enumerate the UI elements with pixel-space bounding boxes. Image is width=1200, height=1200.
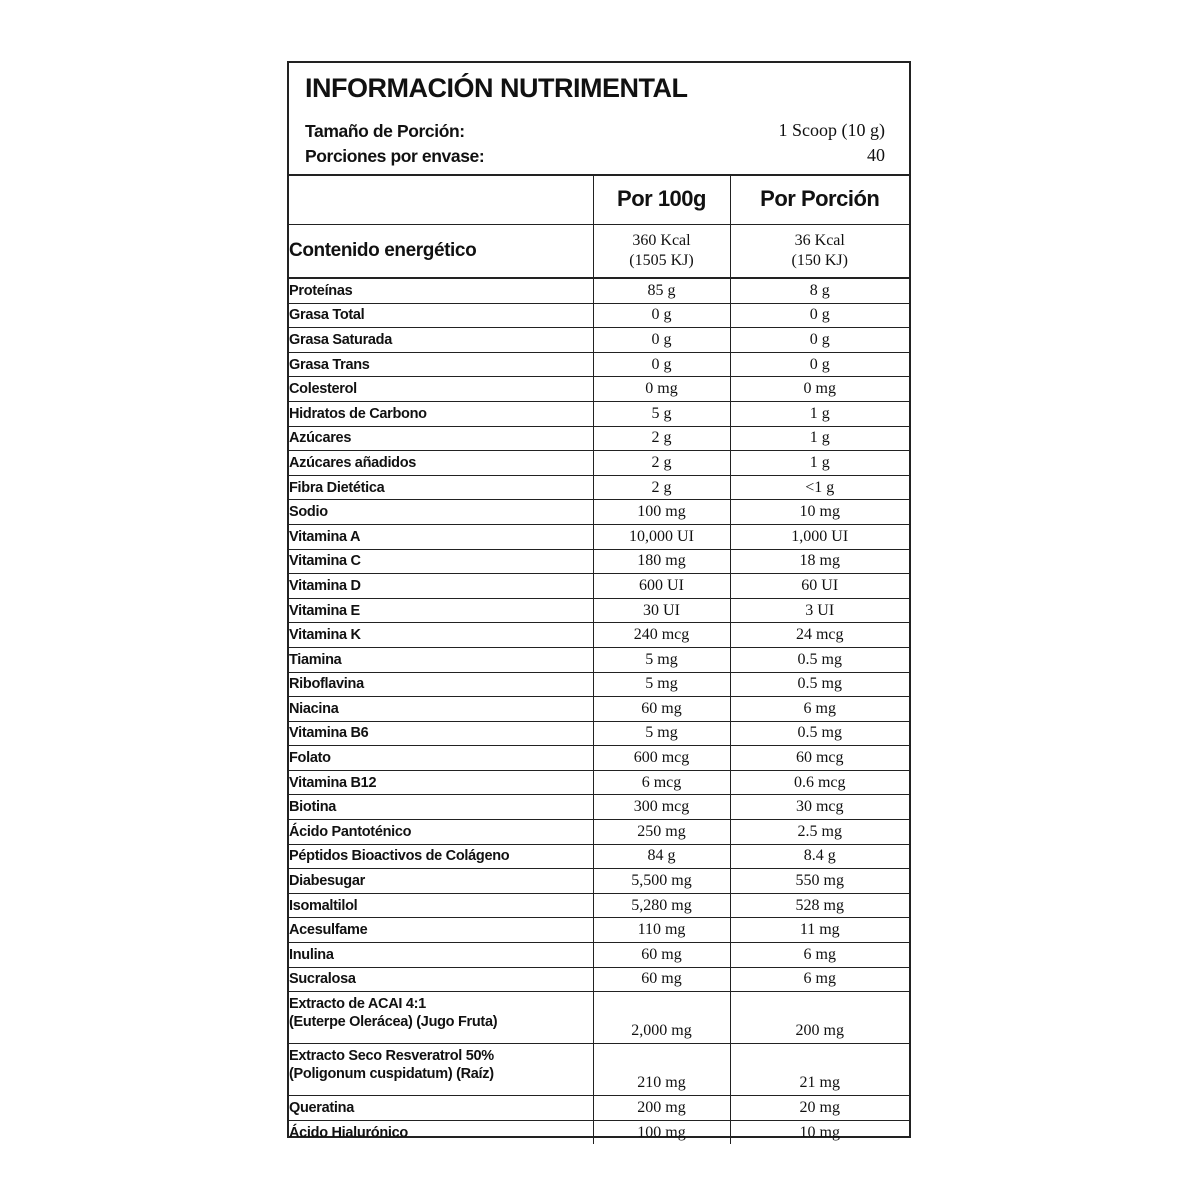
nutrient-row [289,893,909,918]
nutrient-row [289,770,909,795]
nutrient-value-per-100g: 2 g [593,426,730,451]
nutrient-name-line: Extracto de ACAI 4:1 [289,996,426,1013]
nutrient-row [289,549,909,574]
nutrient-row [289,1120,909,1144]
nutrient-value-per-serving: 24 mcg [730,623,909,648]
nutrient-value-per-100g: 85 g [593,278,730,303]
nutrient-row [289,967,909,992]
nutrient-row [289,524,909,549]
nutrient-value-per-100g: 5 mg [593,721,730,746]
nutrient-value-per-100g: 6 mcg [593,770,730,795]
nutrient-row [289,303,909,328]
nutrient-name-line: (Poligonum cuspidatum) (Raíz) [289,1066,494,1083]
nutrient-value-per-100g: 0 g [593,303,730,328]
nutrient-value-per-100g: 0 g [593,352,730,377]
nutrient-name [289,1044,593,1096]
nutrient-value-per-100g: 110 mg [593,918,730,943]
energy-per-100g [593,225,730,279]
nutrient-value-per-serving: <1 g [730,475,909,500]
nutrient-value-per-serving: 18 mg [730,549,909,574]
nutrient-row [289,401,909,426]
nutrient-name: Péptidos Bioactivos de Colágeno [289,844,593,869]
nutrient-name: Azúcares añadidos [289,451,593,476]
nutrient-name: Fibra Dietética [289,475,593,500]
nutrient-row [289,647,909,672]
nutrient-name: Diabesugar [289,869,593,894]
nutrient-value-per-serving: 60 mcg [730,746,909,771]
nutrient-value-per-serving: 21 mg [730,1044,909,1096]
nutrient-row [289,278,909,303]
panel-title: INFORMACIÓN NUTRIMENTAL [305,73,688,103]
nutrient-value-per-serving: 20 mg [730,1096,909,1121]
nutrient-value-per-100g: 60 mg [593,967,730,992]
nutrient-value-per-serving: 0 g [730,303,909,328]
nutrient-name: Azúcares [289,426,593,451]
nutrient-name: Ácido Pantoténico [289,820,593,845]
nutrient-row [289,574,909,599]
serving-size-label: Tamaño de Porción: [305,121,465,141]
nutrient-value-per-100g: 2 g [593,475,730,500]
nutrient-value-per-serving: 1 g [730,451,909,476]
nutrient-value-per-serving: 550 mg [730,869,909,894]
nutrient-name: Biotina [289,795,593,820]
nutrient-row [289,721,909,746]
nutrient-row [289,844,909,869]
nutrient-row [289,598,909,623]
nutrient-value-per-100g: 600 mcg [593,746,730,771]
energy-per-100g-kcal: 360 Kcal [632,232,691,249]
panel-header [289,63,909,176]
nutrient-value-per-100g: 60 mg [593,943,730,968]
nutrient-value-per-serving: 1,000 UI [730,524,909,549]
nutrient-value-per-serving: 8 g [730,278,909,303]
nutrient-row [289,697,909,722]
nutrient-name: Vitamina C [289,549,593,574]
nutrient-row [289,500,909,525]
nutrient-name: Proteínas [289,278,593,303]
nutrient-name: Vitamina B12 [289,770,593,795]
nutrient-name: Isomaltilol [289,893,593,918]
servings-per-container-label: Porciones por envase: [305,146,485,166]
column-header-per-serving: Por Porción [730,174,909,225]
nutrition-facts-panel [287,61,911,1141]
nutrient-value-per-serving: 528 mg [730,893,909,918]
nutrient-value-per-serving: 6 mg [730,697,909,722]
nutrient-name: Vitamina A [289,524,593,549]
nutrient-value-per-serving: 0.6 mcg [730,770,909,795]
nutrient-value-per-100g: 200 mg [593,1096,730,1121]
column-header-per-100g: Por 100g [593,174,730,225]
energy-per-serving-kcal: 36 Kcal [794,232,845,249]
nutrient-value-per-100g: 5,500 mg [593,869,730,894]
nutrient-value-per-100g: 0 g [593,328,730,353]
nutrient-name-line: Extracto Seco Resveratrol 50% [289,1048,494,1065]
nutrient-row [289,1044,909,1096]
nutrient-name: Tiamina [289,647,593,672]
nutrient-name: Vitamina B6 [289,721,593,746]
nutrient-name: Hidratos de Carbono [289,401,593,426]
nutrient-value-per-100g: 2 g [593,451,730,476]
nutrient-value-per-serving: 8.4 g [730,844,909,869]
nutrient-name: Vitamina E [289,598,593,623]
nutrient-row [289,918,909,943]
nutrient-value-per-100g: 5 mg [593,672,730,697]
nutrient-name: Inulina [289,943,593,968]
nutrient-value-per-100g: 5 g [593,401,730,426]
nutrient-row [289,943,909,968]
nutrient-name-line: (Euterpe Olerácea) (Jugo Fruta) [289,1014,498,1031]
nutrient-name: Vitamina D [289,574,593,599]
nutrient-value-per-serving: 1 g [730,426,909,451]
nutrient-value-per-serving: 6 mg [730,943,909,968]
nutrient-name: Grasa Trans [289,352,593,377]
energy-label: Contenido energético [289,225,593,279]
serving-size-value: 1 Scoop (10 g) [778,120,885,140]
nutrient-value-per-serving: 30 mcg [730,795,909,820]
nutrient-value-per-serving: 0.5 mg [730,672,909,697]
nutrient-value-per-serving: 10 mg [730,1120,909,1144]
nutrient-value-per-serving: 10 mg [730,500,909,525]
energy-per-100g-kj: (1505 KJ) [629,252,694,269]
nutrient-name: Grasa Total [289,303,593,328]
nutrient-row [289,377,909,402]
nutrient-name: Niacina [289,697,593,722]
nutrient-value-per-100g: 240 mcg [593,623,730,648]
nutrient-value-per-100g: 5,280 mg [593,893,730,918]
nutrient-row [289,1096,909,1121]
nutrient-value-per-serving: 0.5 mg [730,721,909,746]
nutrient-value-per-100g: 210 mg [593,1044,730,1096]
nutrient-value-per-serving: 0.5 mg [730,647,909,672]
nutrient-value-per-serving: 0 g [730,328,909,353]
nutrient-row [289,328,909,353]
nutrient-value-per-100g: 100 mg [593,1120,730,1144]
nutrient-value-per-serving: 6 mg [730,967,909,992]
nutrient-value-per-serving: 0 g [730,352,909,377]
energy-per-serving-kj: (150 KJ) [791,252,848,269]
nutrient-row [289,623,909,648]
nutrient-name: Sodio [289,500,593,525]
nutrient-value-per-100g: 250 mg [593,820,730,845]
nutrient-value-per-serving: 60 UI [730,574,909,599]
nutrient-value-per-100g: 600 UI [593,574,730,599]
nutrient-name: Grasa Saturada [289,328,593,353]
nutrient-row [289,672,909,697]
servings-per-container-value: 40 [867,145,885,165]
nutrient-name: Ácido Hialurónico [289,1120,593,1144]
nutrient-name: Queratina [289,1096,593,1121]
nutrient-value-per-serving: 1 g [730,401,909,426]
nutrient-value-per-100g: 300 mcg [593,795,730,820]
nutrient-value-per-100g: 10,000 UI [593,524,730,549]
nutrient-value-per-100g: 2,000 mg [593,992,730,1044]
energy-per-serving [730,225,909,279]
nutrient-row [289,451,909,476]
nutrient-value-per-100g: 100 mg [593,500,730,525]
nutrient-name: Folato [289,746,593,771]
nutrient-value-per-100g: 5 mg [593,647,730,672]
nutrient-value-per-serving: 11 mg [730,918,909,943]
nutrition-table [289,174,909,1144]
nutrient-value-per-100g: 60 mg [593,697,730,722]
energy-row [289,225,909,279]
nutrient-row [289,992,909,1044]
nutrient-value-per-100g: 0 mg [593,377,730,402]
nutrient-value-per-100g: 84 g [593,844,730,869]
nutrient-row [289,820,909,845]
nutrient-row [289,475,909,500]
nutrient-row [289,795,909,820]
nutrient-name: Riboflavina [289,672,593,697]
nutrient-row [289,869,909,894]
column-header-row [289,174,909,225]
nutrient-value-per-serving: 200 mg [730,992,909,1044]
nutrient-value-per-serving: 0 mg [730,377,909,402]
nutrient-name: Sucralosa [289,967,593,992]
nutrient-name: Colesterol [289,377,593,402]
nutrient-name [289,992,593,1044]
nutrient-value-per-100g: 180 mg [593,549,730,574]
nutrient-row [289,426,909,451]
nutrient-name: Acesulfame [289,918,593,943]
header-corner-cell [289,174,593,225]
nutrient-value-per-serving: 3 UI [730,598,909,623]
nutrient-value-per-100g: 30 UI [593,598,730,623]
nutrient-name: Vitamina K [289,623,593,648]
nutrient-row [289,352,909,377]
nutrient-value-per-serving: 2.5 mg [730,820,909,845]
nutrient-row [289,746,909,771]
